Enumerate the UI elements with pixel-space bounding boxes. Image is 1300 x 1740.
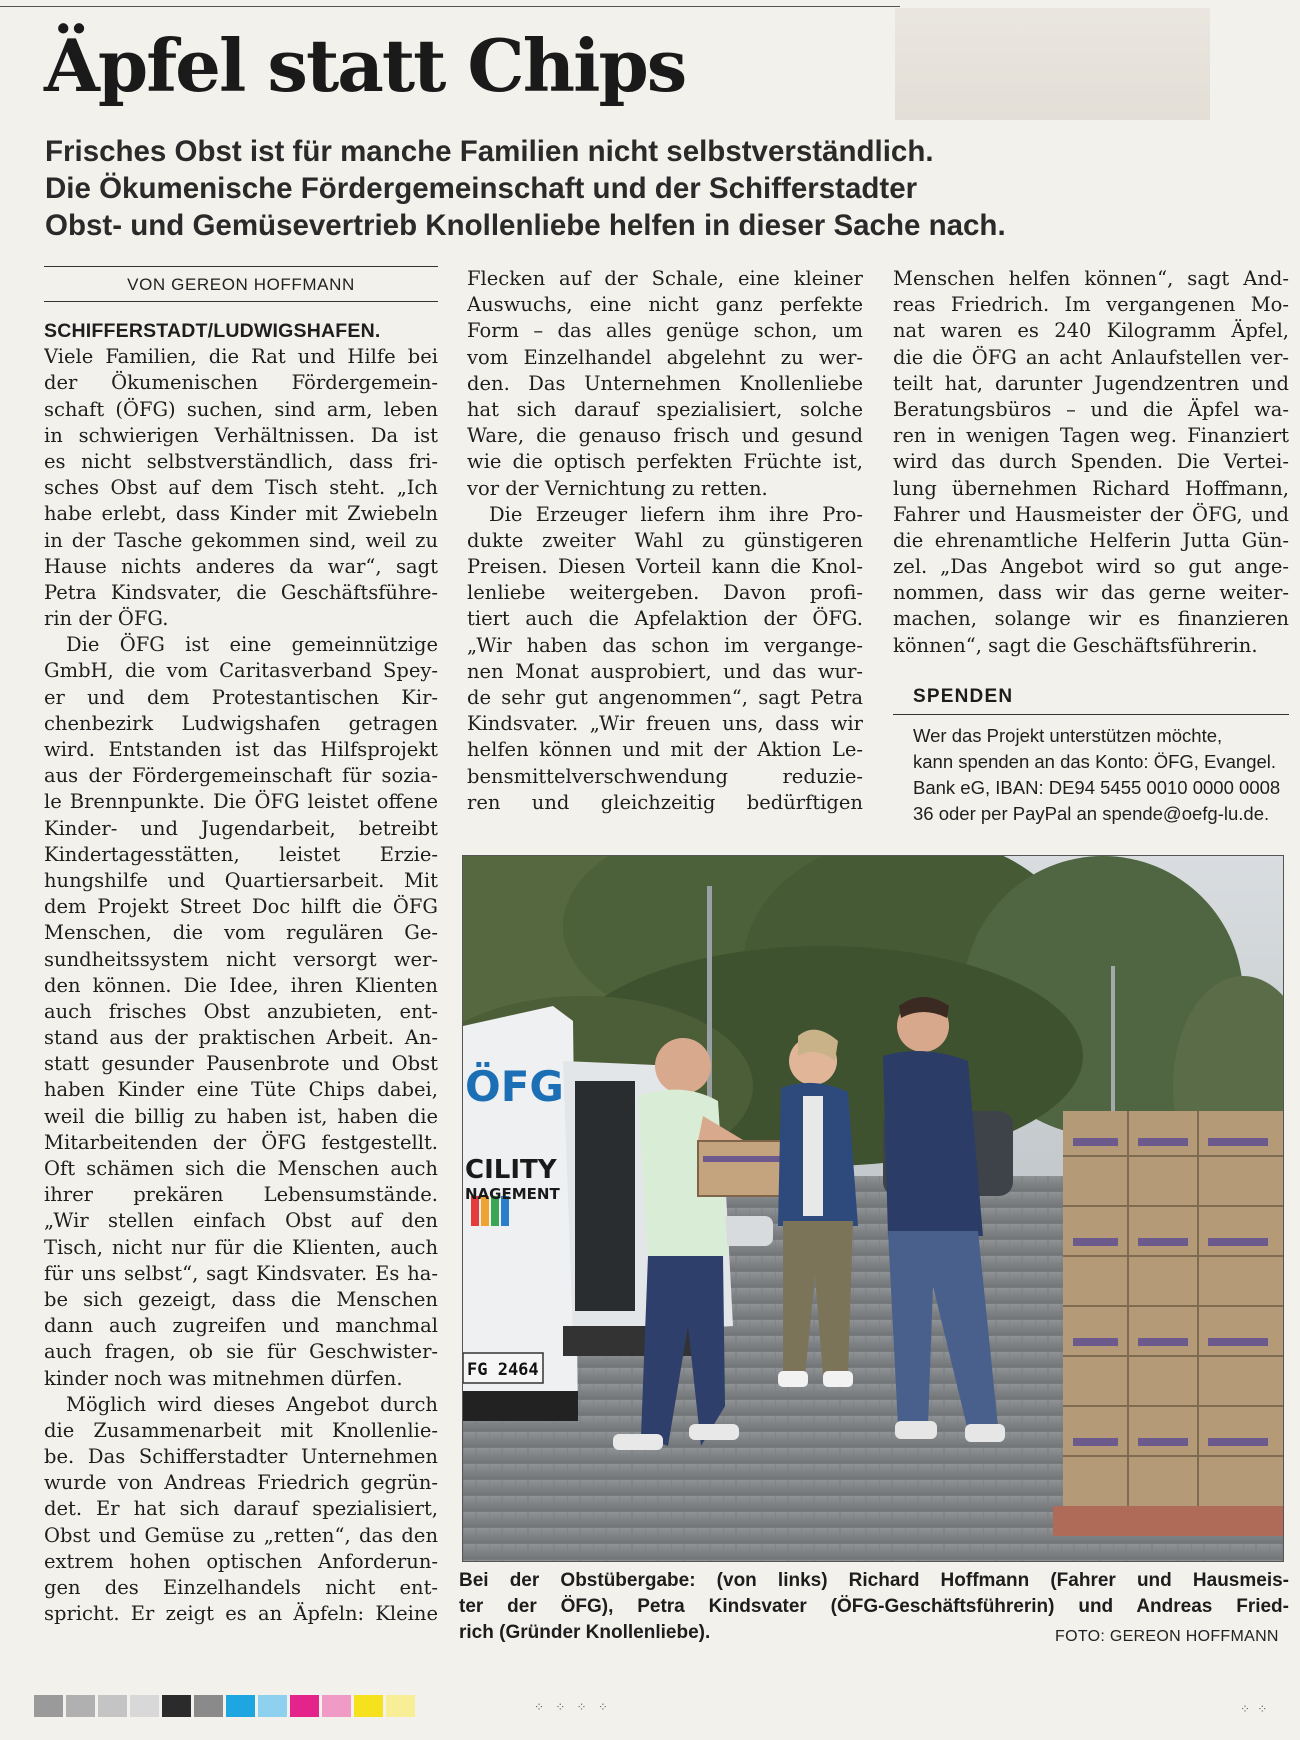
article-text-line: hat sich darauf spezialisiert, solche: [467, 397, 863, 421]
article-text-line: schaft (ÖFG) suchen, sind arm, leben: [44, 397, 438, 421]
color-patch: [98, 1695, 127, 1717]
article-text-line: Viele Familien, die Rat und Hilfe bei: [44, 345, 438, 369]
article-text-line: wie die optisch perfekten Früchte ist,: [467, 450, 863, 474]
article-text-line: rin der ÖFG.: [44, 607, 169, 631]
neighbor-article-photo: [895, 8, 1210, 120]
photo-illustration: [463, 856, 1283, 1561]
article-text-line: GmbH, die vom Caritasverband Spey-: [44, 659, 438, 683]
article-column-1: [44, 318, 438, 1627]
article-column-3: [893, 266, 1289, 659]
article-text-line: wird das durch Spenden. Die Vertei-: [893, 450, 1289, 474]
donation-line: kann spenden an das Konto: ÖFG, Evangel.: [913, 751, 1277, 772]
article-text-line: Die Erzeuger liefern ihm ihre Pro-: [489, 502, 863, 526]
donation-text: [893, 715, 1289, 827]
article-text-line: kinder noch was mitnehmen dürfen.: [44, 1366, 403, 1390]
article-text-line: habe erlebt, dass Kinder mit Zwiebeln: [44, 502, 438, 526]
article-text-line: vor der Vernichtung zu retten.: [467, 476, 768, 500]
article-text-line: extrem hohen optischen Anforderun-: [44, 1549, 438, 1573]
article-text-line: auch frisches Obst anzubieten, ent-: [44, 999, 438, 1023]
article-text-line: teilt hat, darunter Jugendzentren und: [893, 371, 1289, 395]
color-patch: [354, 1695, 383, 1717]
registration-marks: ⁘ ⁘: [1240, 1702, 1268, 1716]
article-text-line: ihrer prekären Lebensumstände.: [44, 1183, 438, 1207]
byline: VON GEREON HOFFMANN: [127, 275, 355, 294]
article-text-line: bensmittelverschwendung reduzie-: [467, 764, 863, 788]
article-text-line: es nicht selbstverständlich, dass fri-: [44, 449, 438, 473]
article-column-2: [467, 266, 863, 816]
article-text-line: den können. Die Idee, ihren Klienten: [44, 973, 438, 997]
caption-line: ter der ÖFG), Petra Kindsvater (ÖFG-Geschäftsführerin) und Andreas Fried-: [459, 1596, 1289, 1617]
subhead-line: Obst- und Gemüsevertrieb Knollenliebe helfen in dieser Sache nach.: [45, 209, 1006, 242]
article-text-line: Die ÖFG ist eine gemeinnützige: [66, 633, 438, 657]
byline-box: [44, 266, 438, 302]
article-text-line: ren in wenigen Tagen weg. Finanziert: [893, 424, 1289, 448]
article-text-line: haben Kinder eine Tüte Chips dabei,: [44, 1078, 438, 1102]
article-text-line: können“, sagt die Geschäftsführerin.: [893, 633, 1258, 657]
van-logo-text: ÖFG: [465, 1062, 564, 1111]
article-text-line: der Ökumenischen Fördergemein-: [44, 371, 438, 395]
article-text-line: Mitarbeitenden der ÖFG festgestellt.: [44, 1130, 438, 1154]
article-text-line: sundheitssystem nicht versorgt wer-: [44, 947, 438, 971]
article-text-line: reas Friedrich. Im vergangenen Mo-: [893, 293, 1289, 317]
color-patch: [386, 1695, 415, 1717]
article-text-line: Menschen, die vom regulären Ge-: [44, 921, 438, 945]
donation-heading: SPENDEN: [913, 686, 1014, 707]
article-text-line: Tisch, nicht nur für die Klienten, auch: [44, 1235, 438, 1259]
article-text-line: Hause nichts anderes da war“, sagt: [44, 554, 438, 578]
article-text-line: Auswuchs, eine nicht ganz perfekte: [467, 293, 863, 317]
article-text-line: lenliebe weitergeben. Davon profi-: [467, 581, 863, 605]
article-text-line: stand aus der praktischen Arbeit. An-: [44, 1026, 438, 1050]
caption-line: Bei der Obstübergabe: (von links) Richard Hoffmann (Fahrer und Hausmeis-: [459, 1570, 1289, 1591]
article-text-line: Kindsvater. „Wir freuen uns, dass wir: [467, 712, 863, 736]
color-patch: [290, 1695, 319, 1717]
color-patch: [226, 1695, 255, 1717]
article-text-line: de sehr gut angenommen“, sagt Petra: [467, 686, 863, 709]
article-text-line: spricht. Er zeigt es an Äpfeln: Kleine: [44, 1602, 438, 1626]
article-text-line: „Wir haben das schon im vergange-: [467, 633, 863, 657]
article-text-line: nen Monat ausprobiert, und das wur-: [467, 659, 863, 683]
article-text-line: chenbezirk Ludwigshafen getragen: [44, 711, 438, 735]
article-text-line: nommen, dass wir das gerne weiter-: [893, 581, 1289, 605]
article-text-line: be sich gezeigt, dass die Menschen: [44, 1287, 438, 1311]
article-text-line: statt gesunder Pausenbrote und Obst: [44, 1052, 438, 1076]
article-text-line: „Wir stellen einfach Obst auf den: [44, 1209, 438, 1233]
article-text-line: hungshilfe und Quartiersarbeit. Mit: [44, 868, 438, 892]
registration-marks: ⁘ ⁘ ⁘ ⁘: [534, 1700, 610, 1714]
article-text-line: die die ÖFG an acht Anlaufstellen ver-: [893, 345, 1289, 369]
caption-line: rich (Gründer Knollenliebe).: [459, 1622, 711, 1643]
article-text-line: zel. „Das Angebot wird so gut ange-: [893, 555, 1289, 579]
article-text-line: helfen können und mit der Aktion Le-: [467, 738, 863, 762]
article-text-line: machen, solange wir es finanzieren: [893, 607, 1289, 631]
article-text-line: in der Tasche gekommen sind, weil zu: [44, 528, 438, 552]
article-text-line: det. Er hat sich darauf spezialisiert,: [44, 1497, 438, 1521]
donation-line: 36 oder per PayPal an spende@oefg-lu.de.: [913, 803, 1270, 824]
color-patch: [162, 1695, 191, 1717]
color-patch: [194, 1695, 223, 1717]
article-text-line: Flecken auf der Schale, eine kleiner: [467, 267, 863, 290]
article-text-line: sches Obst auf dem Tisch steht. „Ich: [44, 476, 438, 500]
article-text-line: dann auch zugreifen und manchmal: [44, 1314, 438, 1338]
subhead-line: Frisches Obst ist für manche Familien nicht selbstverständlich.: [45, 135, 934, 168]
article-text-line: dukte zweiter Wahl zu günstigeren: [467, 528, 863, 552]
top-rule: [0, 6, 900, 7]
article-text-line: Preisen. Diesen Vorteil kann die Knol-: [467, 555, 863, 579]
article-text-line: Fahrer und Hausmeister der ÖFG, und: [893, 502, 1289, 526]
article-text-line: die ehrenamtliche Helferin Jutta Gün-: [893, 528, 1289, 552]
article-photo: [462, 855, 1284, 1562]
article-text-line: vom Einzelhandel abgelehnt zu wer-: [467, 345, 863, 369]
article-text-line: le Brennpunkte. Die ÖFG leistet offene: [44, 790, 438, 814]
donation-box: [893, 682, 1289, 827]
article-text-line: Ware, die genauso frisch und gesund: [467, 424, 863, 448]
article-text-line: be. Das Schifferstadter Unternehmen: [44, 1445, 438, 1469]
subhead-line: Die Ökumenische Fördergemeinschaft und der Schifferstadter: [45, 172, 918, 205]
dateline: SCHIFFERSTADT/LUDWIGSHAFEN.: [44, 320, 381, 342]
donation-line: Bank eG, IBAN: DE94 5455 0010 0000 0008: [913, 777, 1281, 798]
van-text-line: CILITY: [465, 1155, 557, 1185]
color-patch: [130, 1695, 159, 1717]
article-text-line: er und dem Protestantischen Kir-: [44, 685, 438, 709]
article-text-line: lung übernehmen Richard Hoffmann,: [893, 476, 1289, 500]
color-patch: [34, 1695, 63, 1717]
color-control-strip: [34, 1695, 418, 1717]
article-text-line: wird. Entstanden ist das Hilfsprojekt: [44, 738, 438, 761]
article-text-line: den. Das Unternehmen Knollenliebe: [467, 371, 863, 395]
article-text-line: dem Projekt Street Doc hilft die ÖFG: [44, 895, 438, 919]
van-text-line: NAGEMENT: [465, 1185, 560, 1203]
article-text-line: weil die billig zu haben ist, haben die: [44, 1104, 438, 1128]
article-text-line: Kindertagesstätten, leistet Erzie-: [44, 842, 438, 866]
article-text-line: Möglich wird dieses Angebot durch: [66, 1392, 438, 1416]
article-text-line: in schwierigen Verhältnissen. Da ist: [44, 423, 438, 447]
article-text-line: wurde von Andreas Friedrich gegrün-: [44, 1471, 438, 1495]
article-text-line: Obst und Gemüse zu „retten“, das den: [44, 1523, 438, 1547]
color-patch: [322, 1695, 351, 1717]
article-text-line: für uns selbst“, sagt Kindsvater. Es ha-: [44, 1261, 438, 1285]
article-text-line: ren und gleichzeitig bedürftigen: [467, 790, 863, 814]
headline: Äpfel statt Chips: [44, 23, 686, 108]
article-text-line: nat waren es 240 Kilogramm Äpfel,: [893, 319, 1289, 343]
article-text-line: auch fragen, ob sie für Geschwister-: [44, 1340, 438, 1364]
color-patch: [66, 1695, 95, 1717]
article-text-line: Menschen helfen können“, sagt And-: [893, 267, 1289, 290]
photo-credit: FOTO: GEREON HOFFMANN: [1055, 1628, 1279, 1645]
article-text-line: gen des Einzelhandels nicht ent-: [44, 1576, 438, 1599]
byline-rule-bottom: [44, 301, 438, 302]
article-text-line: die Zusammenarbeit mit Knollenlie-: [44, 1418, 438, 1442]
color-patch: [258, 1695, 287, 1717]
donation-line: Wer das Projekt unterstützen möchte,: [913, 725, 1223, 746]
article-text-line: tiert auch die Apfelaktion der ÖFG.: [467, 607, 863, 631]
crate-stack: [1053, 1111, 1283, 1536]
article-text-line: Oft schämen sich die Menschen auch: [44, 1157, 438, 1180]
article-text-line: Form – das alles genüge schon, um: [467, 319, 863, 343]
article-text-line: Kinder- und Jugendarbeit, betreibt: [44, 816, 438, 840]
article-text-line: aus der Fördergemeinschaft für sozia-: [44, 764, 438, 788]
subheadline: [45, 133, 1006, 244]
license-plate-text: FG 2464: [467, 1360, 539, 1380]
article-text-line: Petra Kindsvater, die Geschäftsführe-: [44, 580, 438, 604]
article-text-line: Beratungsbüros – und die Äpfel wa-: [893, 397, 1289, 421]
